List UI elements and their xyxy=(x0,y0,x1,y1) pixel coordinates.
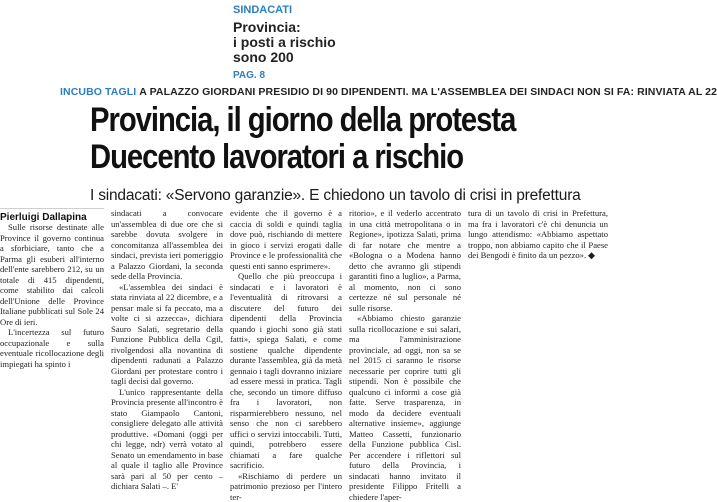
headline-line-2: Duecento lavoratori a rischio xyxy=(90,139,537,176)
article-kicker xyxy=(60,86,613,98)
teaser-page-ref[interactable]: PAG. 8 xyxy=(233,70,265,81)
paragraph: sindacati a convocare un'assemblea di due ore che si sarebbe dovuta svolgere in concomitanza all'assemblea dei sindaci, prevista ieri pomeriggio a Palazzo Giordani, la seconda sede della Provincia. xyxy=(111,208,223,282)
paragraph-text: tura di un tavolo di crisi in Prefettura, ma fra i lavoratori c'è chi denuncia un lungo attendismo: «Abbiamo aspettato troppo, non abbiamo capito che il Paese dei Bengodi è finito da un pezzo». xyxy=(468,208,608,260)
paragraph: «L'assemblea dei sindaci è stata rinviata al 22 dicembre, e a pensar male si fa peccato, ma a volte ci si azzecca», dichiara Sauro Salati, segretario della Funzione Pubblica della Cgil, rivolgendosi alla novantina di dipendenti radunati a Palazzo Giordani per protestare contro i tagli decisi dal governo. xyxy=(111,282,223,387)
article-headline xyxy=(90,102,537,176)
article-subhead: I sindacati: «Servono garanzie». E chiedono un tavolo di crisi in prefettura xyxy=(90,187,610,205)
teaser-kicker: SINDACATI xyxy=(233,4,292,16)
article-column-4 xyxy=(349,208,461,502)
paragraph: Quello che più preoccupa i sindacati e i lavoratori è l'eventualità di ritrovarsi a discutere del futuro dei dipendenti della Provincia quando i giochi sono già stati fatti», spiega Salati, e come sostiene qualche dipendente durante l'assemblea, già da metà gennaio i tagli dovranno iniziare ad essere messi in pratica. Tagli che, secondo un timore diffuso fra i lavoratori, non risparmierebbero nessuno, nel senso che non ci sarebbero uffici o servizi intoccabili. Tutti, quindi, potrebbero essere chiamati a fare qualche sacrificio. xyxy=(230,271,342,471)
teaser-box[interactable] xyxy=(233,4,393,84)
byline-divider xyxy=(0,208,104,209)
teaser-title-line: Provincia: xyxy=(233,20,336,35)
teaser-title-line: sono 200 xyxy=(233,50,336,65)
paragraph: evidente che il governo è a caccia di soldi e quindi taglia dove può, rischiando di mettere in gioco i servizi erogati dalle Province e le professionalità che questi enti sanno esprimere». xyxy=(230,208,342,271)
byline: Pierluigi Dallapina xyxy=(0,212,87,223)
paragraph: L'unico rappresentante della Provincia presente all'incontro è stato Giampaolo Cantoni, consigliere delegato alle attività produttive. «Domani (oggi per chi legge, ndr) verrà votato al Senato un emendamento in base al quale il taglio alle Province sarà pari al 50 per cento – dichiara Salati –. E' xyxy=(111,387,223,492)
paragraph xyxy=(468,208,608,261)
article-column-2 xyxy=(111,208,223,492)
article-column-3 xyxy=(230,208,342,502)
paragraph: ritorio», e il vederlo accentrato in una città metropolitana o in Regione», ipotizza Salati, prima di far notare che mentre a «Bologna o a Modena hanno detto che avranno gli stipendi garantiti fino a luglio», a Parma, al momento, non ci sono certezze né sul personale né sulle risorse. xyxy=(349,208,461,313)
teaser-title-line: i posti a rischio xyxy=(233,35,336,50)
end-mark-icon: ◆ xyxy=(588,250,595,260)
article-column-5 xyxy=(468,208,608,261)
kicker-tag: INCUBO TAGLI xyxy=(60,86,136,98)
headline-line-1: Provincia, il giorno della protesta xyxy=(90,102,537,139)
paragraph: «Rischiamo di perdere un patrimonio prezioso per l'intero ter- xyxy=(230,471,342,502)
paragraph: L'incertezza sul futuro occupazionale e sulla eventuale ricollocazione degli impiegati ha spinto i xyxy=(0,327,104,369)
paragraph: Sulle risorse destinate alle Province il governo continua a sforbiciare, tanto che a Parma gli esuberi all'interno dell'ente sarebbero 212, su un totale di 415 dipendenti, come stabilito dai calcoli dell'Unione delle Province Italiane pubblicati sul Sole 24 Ore di ieri. xyxy=(0,222,104,327)
kicker-text: A PALAZZO GIORDANI PRESIDIO DI 90 DIPENDENTI. MA L'ASSEMBLEA DEI SINDACI NON SI FA: RINVIATA AL 22 xyxy=(139,86,717,98)
paragraph: «Abbiamo chiesto garanzie sulla ricollocazione e sui salari, ma l'amministrazione provinciale, ad oggi, non sa se nel 2015 ci saranno le risorse necessarie per coprire tutti gli stipendi. Non è possibile che qualcuno ci informi a cose già fatte. Serve trasparenza, in modo da decidere eventuali alternative insieme», aggiunge Matteo Cassetti, funzionario della Funzione pubblica Cisl. Per accendere i riflettori sul futuro della Provincia, i sindacati hanno invitato il presidente Filippo Fritelli a chiedere l'aper- xyxy=(349,313,461,502)
article-column-1 xyxy=(0,222,104,369)
teaser-title xyxy=(233,20,336,65)
